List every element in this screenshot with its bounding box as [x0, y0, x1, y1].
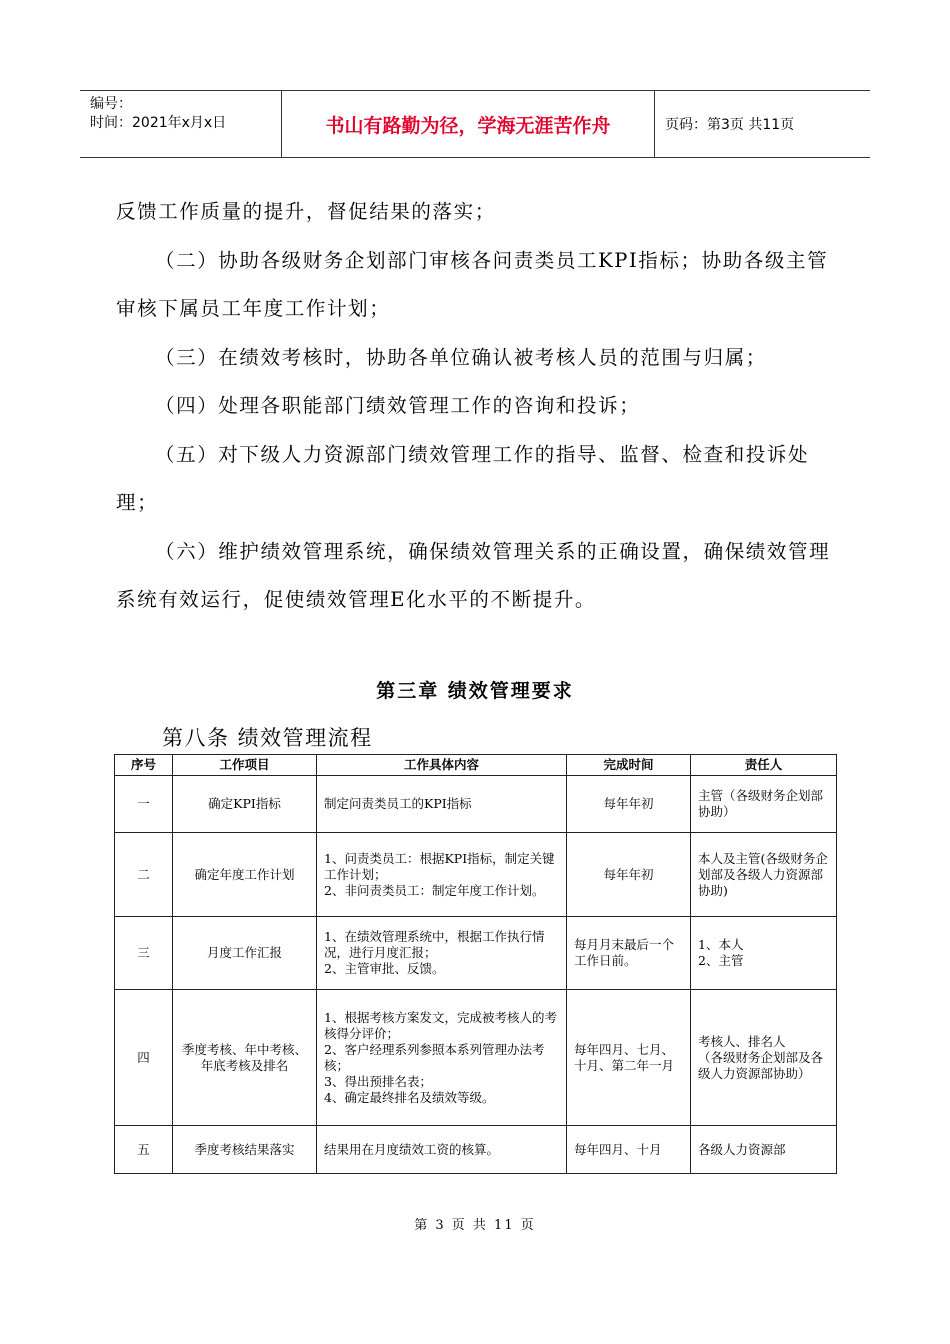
table-row [115, 990, 837, 1126]
cell-owner [691, 990, 837, 1126]
table-row [115, 776, 837, 833]
header-motto: 书山有路勤为径，学海无涯苦作舟 [282, 91, 655, 157]
owner-line: 本人及主管(各级财务企划部及各级人力资源部协助) [698, 850, 828, 898]
cell-content [317, 1126, 567, 1174]
content-line: 1、在绩效管理系统中，根据工作执行情况，进行月度汇报； [324, 929, 545, 960]
cell-owner [691, 776, 837, 833]
content-line: 4、确定最终排名及绩效等级。 [324, 1089, 495, 1105]
cell-item: 季度考核结果落实 [173, 1126, 317, 1174]
owner-line: 考核人、排名人 [698, 1033, 786, 1049]
paragraph: （三）在绩效考核时，协助各单位确认被考核人员的范围与归属； [155, 345, 767, 369]
content-line: 1、问责类员工：根据KPI指标，制定关键工作计划； [324, 850, 555, 882]
paragraph: 反馈工作质量的提升，督促结果的落实； [116, 200, 496, 223]
content-line: 3、得出预排名表； [324, 1073, 432, 1089]
content-line: 结果用在月度绩效工资的核算。 [324, 1141, 500, 1157]
header-meta [80, 91, 282, 157]
content-line: 2、客户经理系列参照本系列管理办法考核； [324, 1041, 545, 1073]
column-header: 完成时间 [567, 755, 691, 776]
column-header: 责任人 [691, 755, 837, 776]
cell-time: 每年四月、十月 [567, 1126, 691, 1174]
cell-owner [691, 1126, 837, 1174]
column-header: 工作项目 [173, 755, 317, 776]
cell-time: 每年年初 [567, 776, 691, 833]
paragraph: （五）对下级人力资源部门绩效管理工作的指导、监督、检查和投诉处理； [116, 442, 810, 514]
body-text [116, 188, 838, 625]
cell-content [317, 990, 567, 1126]
page-header [80, 90, 870, 158]
cell-content [317, 917, 567, 990]
paragraph: （四）处理各职能部门绩效管理工作的咨询和投诉； [155, 394, 641, 417]
chapter-title: 第三章 绩效管理要求 [376, 680, 574, 702]
table-row [115, 833, 837, 917]
cell-number: 三 [115, 917, 173, 990]
page-footer: 第 3 页 共 11 页 [414, 1218, 536, 1233]
table-row [115, 917, 837, 990]
cell-owner [691, 833, 837, 917]
cell-number: 四 [115, 990, 173, 1126]
cell-time: 每年年初 [567, 833, 691, 917]
article-title: 第八条 绩效管理流程 [162, 726, 373, 750]
cell-time: 每月月末最后一个工作日前。 [567, 917, 691, 990]
document-number: 编号： [90, 96, 132, 112]
content-line: 2、非问责类员工：制定年度工作计划。 [324, 882, 545, 898]
owner-line: 1、本人 [698, 937, 744, 952]
column-header: 工作具体内容 [317, 755, 567, 776]
cell-time: 每年四月、七月、十月、第二年一月 [567, 990, 691, 1126]
paragraph: （六）维护绩效管理系统，确保绩效管理关系的正确设置，确保绩效管理系统有效运行，促使绩效管理E化水平的不断提升。 [116, 539, 831, 611]
cell-number: 五 [115, 1126, 173, 1174]
content-line: 制定问责类员工的KPI指标 [324, 796, 472, 811]
owner-line: 2、主管 [698, 953, 744, 968]
cell-number: 一 [115, 776, 173, 833]
cell-item: 确定年度工作计划 [173, 833, 317, 917]
cell-owner [691, 917, 837, 990]
cell-number: 二 [115, 833, 173, 917]
table-row [115, 1126, 837, 1174]
cell-item: 月度工作汇报 [173, 917, 317, 990]
owner-line: （各级财务企划部及各级人力资源部协助） [698, 1049, 824, 1081]
content-line: 1、根据考核方案发文，完成被考核人的考核得分评价； [324, 1009, 557, 1041]
owner-line: 各级人力资源部 [698, 1141, 786, 1157]
cell-item: 季度考核、年中考核、年底考核及排名 [173, 990, 317, 1126]
cell-content [317, 776, 567, 833]
process-table [114, 754, 837, 1174]
document-date: 时间：2021年x月x日 [90, 115, 227, 131]
cell-content [317, 833, 567, 917]
paragraph: （二）协助各级财务企划部门审核各问责类员工KPI指标；协助各级主管审核下属员工年度工作计划； [116, 248, 829, 320]
owner-line: 主管（各级财务企划部协助） [698, 788, 824, 819]
column-header: 序号 [115, 755, 173, 776]
header-page-number: 页码：第3页 共11页 [665, 117, 795, 133]
table-header-row [115, 755, 837, 776]
cell-item: 确定KPI指标 [173, 776, 317, 833]
content-line: 2、主管审批、反馈。 [324, 961, 445, 976]
